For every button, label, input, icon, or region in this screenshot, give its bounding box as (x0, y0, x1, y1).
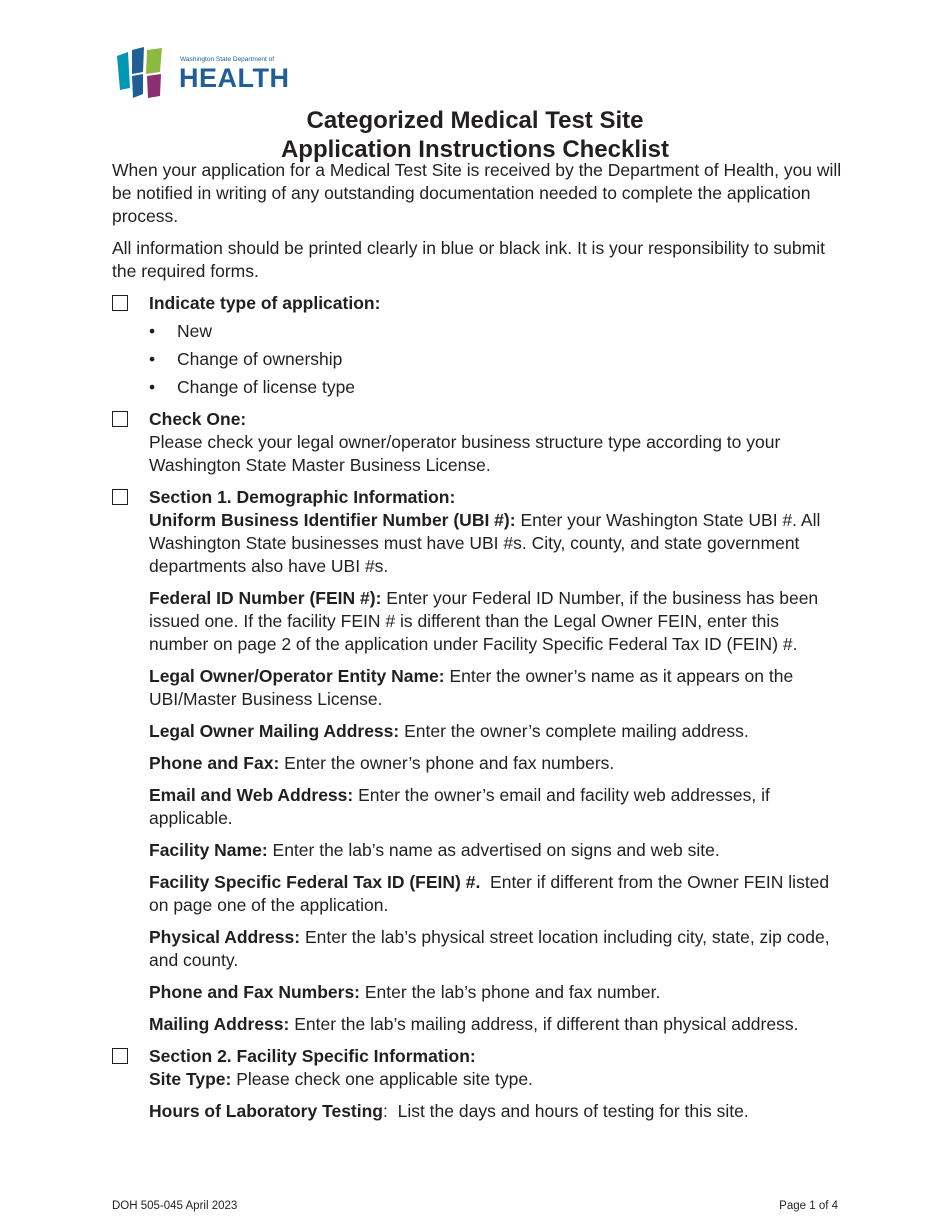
checklist-item-check-one (112, 408, 842, 477)
logo-health-text: HEALTH (179, 63, 290, 93)
instruction-item-phone-fax: Phone and Fax: Enter the owner’s phone and fax numbers. (149, 753, 615, 773)
list-item: • New (149, 321, 213, 341)
instruction-item-fein: Federal ID Number (FEIN #): Enter your Federal ID Number, if the business has been issued one. If the facility FEIN # is different than the Legal Owner FEIN, enter this number on page 2 of the application under Facility Specific Federal Tax ID (FEIN) #. (149, 588, 819, 654)
instruction-item-facility-name: Facility Name: Enter the lab’s name as advertised on signs and web site. (149, 840, 720, 860)
instruction-item-phone-fax-numbers: Phone and Fax Numbers: Enter the lab’s phone and fax number. (149, 982, 661, 1002)
bullet-icon: • (149, 377, 156, 397)
doh-logo (116, 46, 290, 100)
instruction-item-facility-fein: Facility Specific Federal Tax ID (FEIN) #. Enter if different from the Owner FEIN listed on page one of the application. (149, 872, 835, 915)
checklist-text: Please check your legal owner/operator business structure type according to your Washington State Master Business License. (149, 432, 781, 475)
intro-paragraph: All information should be printed clearly in blue or black ink. It is your responsibility to submit the required forms. (112, 238, 825, 281)
document-body (112, 159, 842, 1132)
checklist-heading: Check One: (149, 409, 247, 429)
checkbox[interactable] (112, 295, 128, 311)
checklist-heading: Indicate type of application: (149, 293, 381, 313)
doh-logo-mark-icon (116, 46, 178, 100)
page-number: Page 1 of 4 (779, 1200, 838, 1212)
logo-department-text: Washington State Department of (180, 56, 275, 63)
bullet-icon: • (149, 321, 156, 341)
instruction-item-site-type: Site Type: Please check one applicable site type. (149, 1069, 533, 1089)
page-title-line-2: Application Instructions Checklist (280, 136, 670, 163)
checkbox[interactable] (112, 489, 128, 505)
instruction-item-hours: Hours of Laboratory Testing: List the days and hours of testing for this site. (149, 1101, 749, 1121)
list-item: • Change of license type (149, 377, 356, 397)
form-number: DOH 505-045 April 2023 (112, 1200, 238, 1212)
checklist-item-application-type (112, 292, 842, 399)
instruction-item-email-web: Email and Web Address: Enter the owner’s email and facility web addresses, if applicable. (149, 785, 770, 828)
page-title-line-1: Categorized Medical Test Site (306, 107, 644, 134)
checkbox[interactable] (112, 1048, 128, 1064)
instruction-item-owner-mailing: Legal Owner Mailing Address: Enter the owner’s complete mailing address. (149, 721, 749, 741)
checklist-heading: Section 2. Facility Specific Information: (149, 1046, 476, 1066)
application-type-list (149, 320, 842, 399)
instruction-item-entity-name: Legal Owner/Operator Entity Name: Enter the owner’s name as it appears on the UBI/Master Business License. (149, 666, 794, 709)
instruction-item-ubi: Uniform Business Identifier Number (UBI #): Enter your Washington State UBI #. All Washington State businesses must have UBI #s. City, county, and state government departments also have UBI #s. (149, 510, 821, 576)
intro-paragraph: When your application for a Medical Test Site is received by the Department of Health, you will be notified in writing of any outstanding documentation needed to complete the application process. (112, 160, 842, 226)
checklist-heading: Section 1. Demographic Information: (149, 487, 456, 507)
bullet-icon: • (149, 349, 156, 369)
checklist-item-section-1 (112, 486, 842, 1036)
checklist-item-section-2 (112, 1045, 842, 1123)
instruction-item-mailing-address: Mailing Address: Enter the lab’s mailing address, if different than physical address. (149, 1014, 799, 1034)
checkbox[interactable] (112, 411, 128, 427)
instruction-item-physical-address: Physical Address: Enter the lab’s physical street location including city, state, zip code, and county. (149, 927, 830, 970)
list-item: • Change of ownership (149, 349, 343, 369)
